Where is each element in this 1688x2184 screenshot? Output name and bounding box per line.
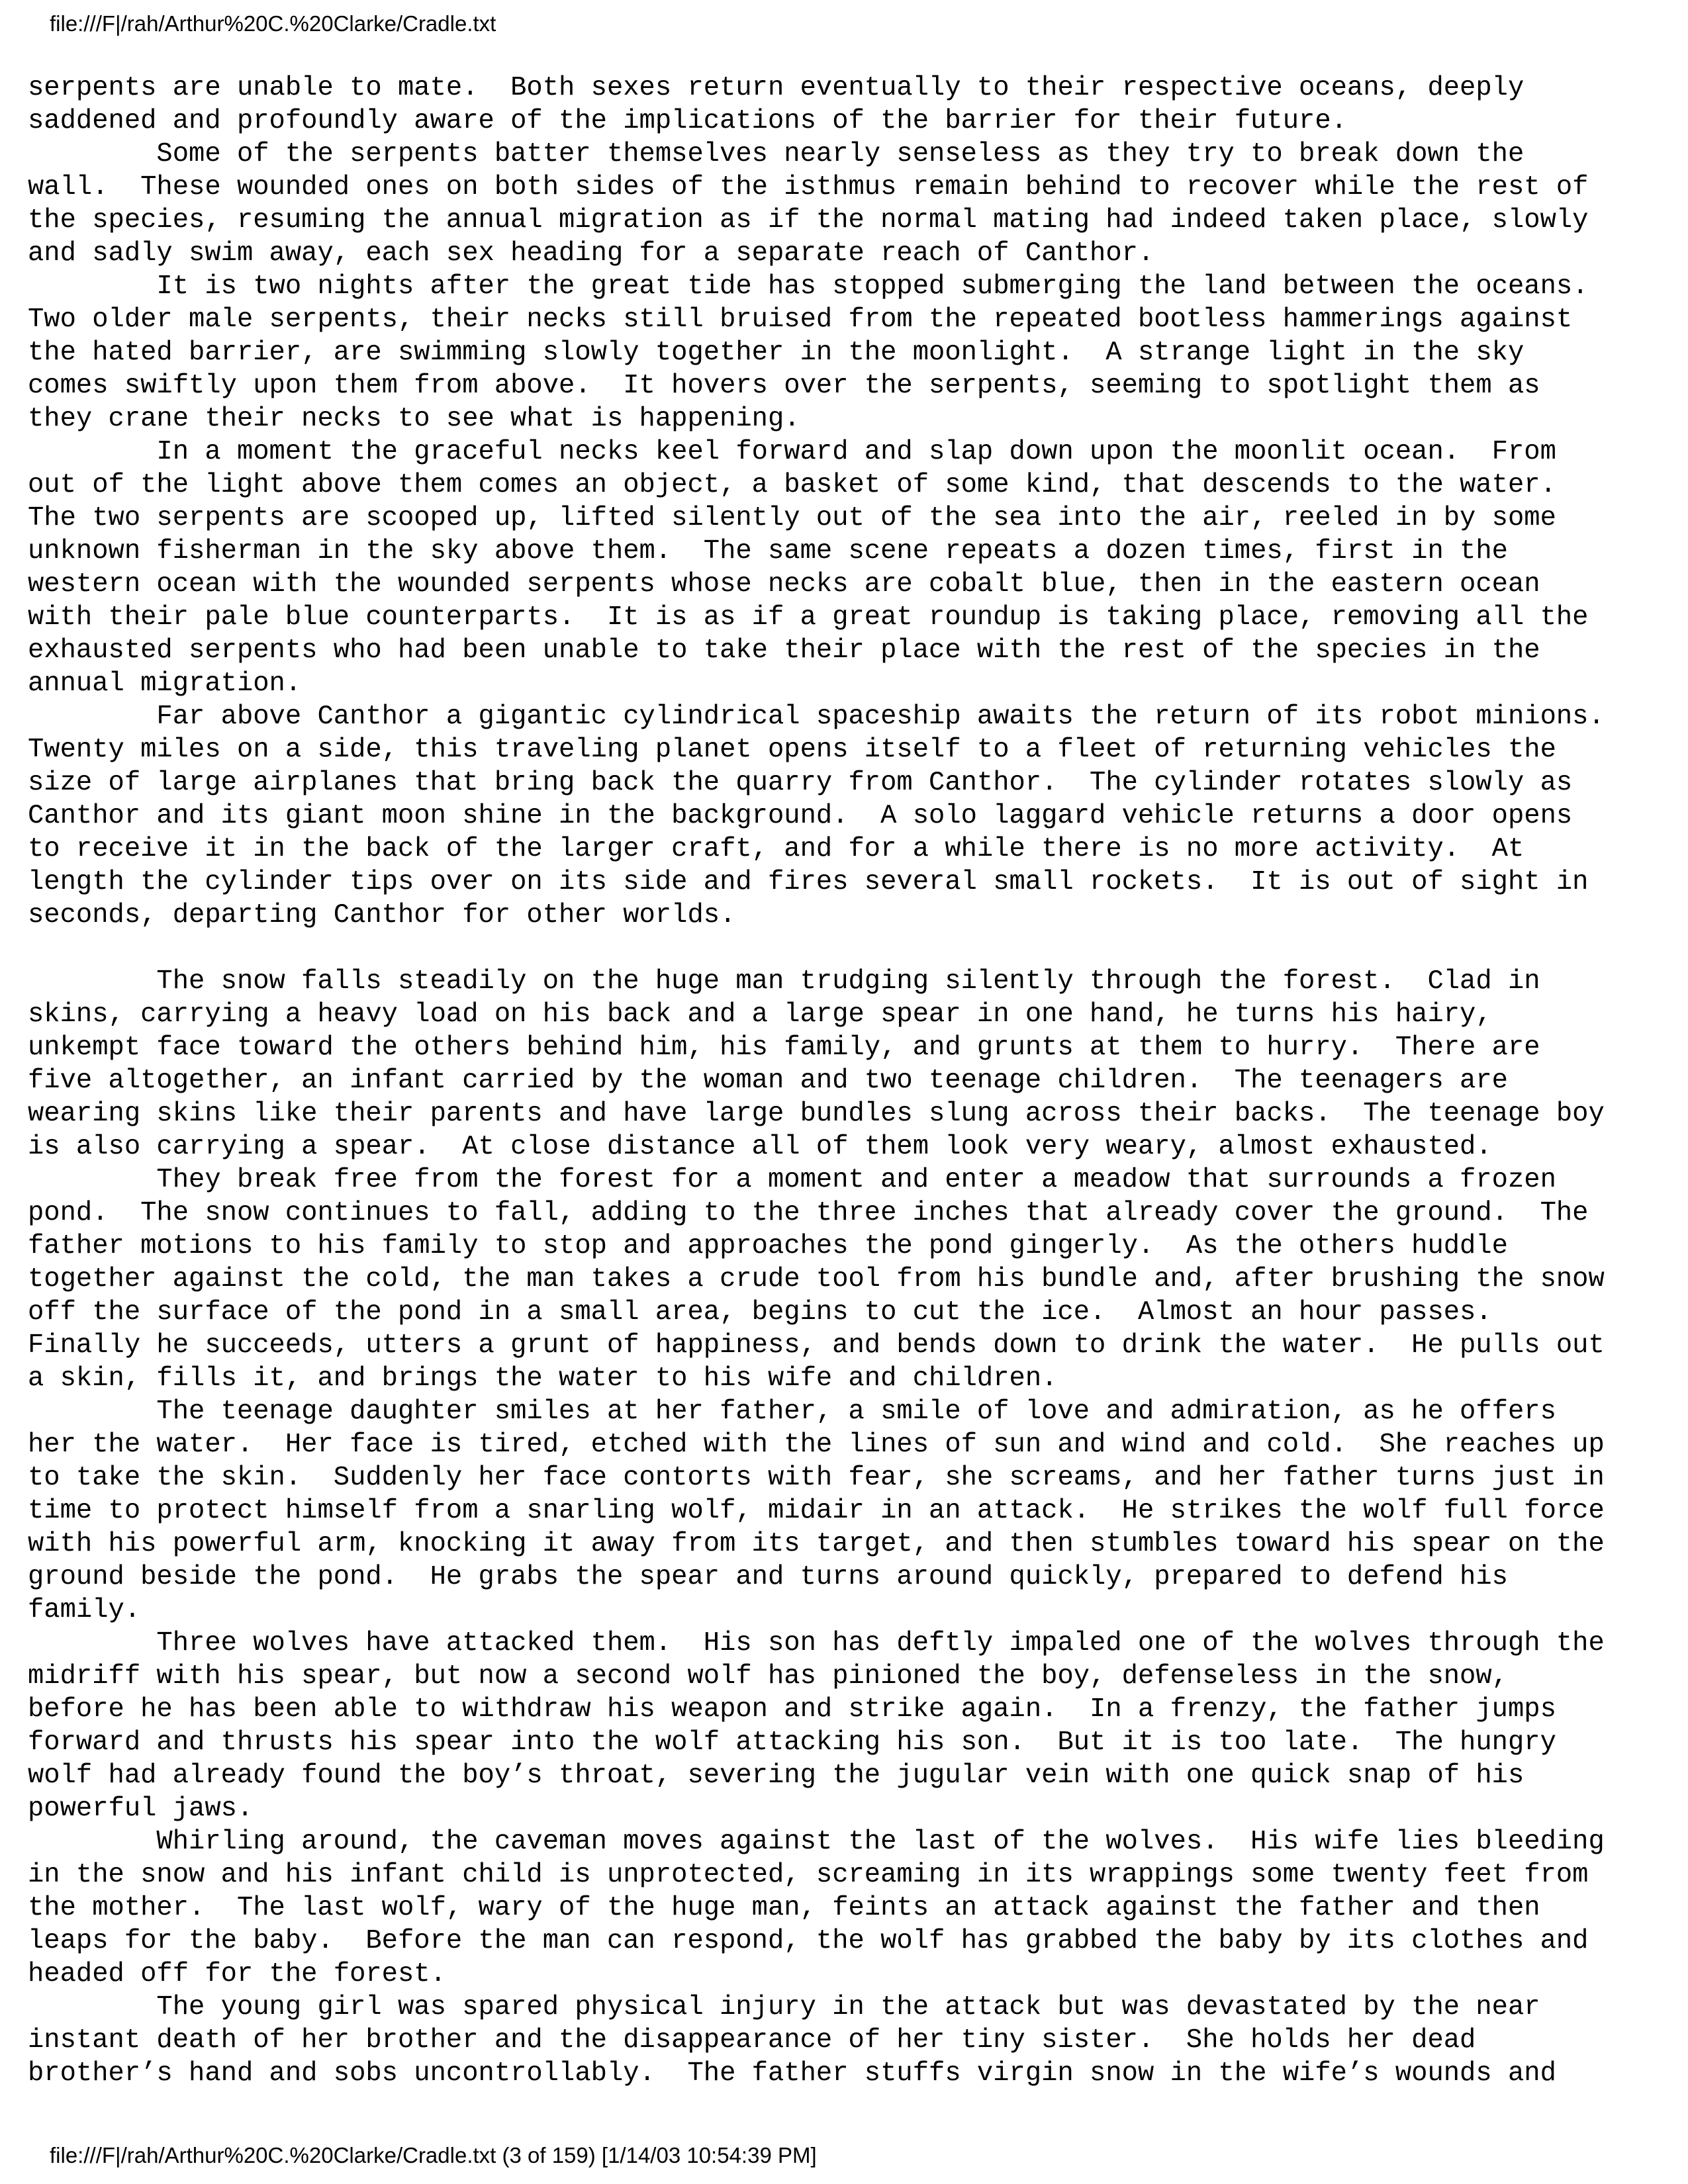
text-line: size of large airplanes that bring back the quarry from Canthor. The cylinder rotates slowly as (28, 768, 1573, 798)
text-line: brother’s hand and sobs uncontrollably. The father stuffs virgin snow in the wife’s wounds and (28, 2058, 1556, 2089)
page-footer: file:///F|/rah/Arthur%20C.%20Clarke/Cradle.txt (3 of 159) [1/14/03 10:54:39 PM] (50, 2143, 817, 2167)
text-line: Far above Canthor a gigantic cylindrical spaceship awaits the return of its robot minions. (28, 702, 1605, 732)
text-line: unknown fisherman in the sky above them. The same scene repeats a dozen times, first in the (28, 536, 1508, 567)
document-body (28, 71, 1676, 2090)
text-line: five altogether, an infant carried by the woman and two teenage children. The teenagers are (28, 1066, 1508, 1096)
text-line: pond. The snow continues to fall, adding to the three inches that already cover the ground. The (28, 1198, 1589, 1228)
text-line: is also carrying a spear. At close distance all of them look very weary, almost exhausted. (28, 1132, 1492, 1162)
text-line: off the surface of the pond in a small area, begins to cut the ice. Almost an hour passes. (28, 1297, 1492, 1328)
text-line: They break free from the forest for a moment and enter a meadow that surrounds a frozen (28, 1165, 1556, 1195)
text-line: annual migration. (28, 668, 302, 699)
text-line: unkempt face toward the others behind him, his family, and grunts at them to hurry. There are (28, 1032, 1540, 1063)
text-line: midriff with his spear, but now a second wolf has pinioned the boy, defenseless in the snow, (28, 1661, 1508, 1692)
text-line: In a moment the graceful necks keel forward and slap down upon the moonlit ocean. From (28, 437, 1556, 467)
text-line: her the water. Her face is tired, etched with the lines of sun and wind and cold. She reaches up (28, 1430, 1605, 1460)
text-line: Whirling around, the caveman moves against the last of the wolves. His wife lies bleeding (28, 1827, 1605, 1857)
text-line: headed off for the forest. (28, 1959, 446, 1989)
text-line: wearing skins like their parents and have large bundles slung across their backs. The teenage boy (28, 1099, 1605, 1129)
text-line (28, 932, 1676, 965)
text-line: western ocean with the wounded serpents whose necks are cobalt blue, then in the eastern ocean (28, 569, 1540, 600)
text-line: The young girl was spared physical injury in the attack but was devastated by the near (28, 1992, 1540, 2023)
text-line: comes swiftly upon them from above. It hovers over the serpents, seeming to spotlight them as (28, 371, 1540, 401)
text-line: forward and thrusts his spear into the wolf attacking his son. But it is too late. The hungry (28, 1727, 1556, 1758)
text-line: leaps for the baby. Before the man can respond, the wolf has grabbed the baby by its clothes and (28, 1926, 1589, 1956)
text-line: seconds, departing Canthor for other worlds. (28, 900, 736, 931)
text-line: saddened and profoundly aware of the implications of the barrier for their future. (28, 106, 1347, 136)
text-line: serpents are unable to mate. Both sexes return eventually to their respective oceans, deeply (28, 73, 1524, 103)
text-line: wall. These wounded ones on both sides of the isthmus remain behind to recover while the rest of (28, 172, 1589, 203)
text-line: length the cylinder tips over on its side and fires several small rockets. It is out of sight in (28, 867, 1589, 897)
text-line: and sadly swim away, each sex heading for a separate reach of Canthor. (28, 238, 1154, 269)
text-line: before he has been able to withdraw his weapon and strike again. In a frenzy, the father jumps (28, 1694, 1556, 1725)
text-line: skins, carrying a heavy load on his back and a large spear in one hand, he turns his hairy, (28, 999, 1492, 1030)
text-line: Some of the serpents batter themselves nearly senseless as they try to break down the (28, 139, 1524, 169)
text-line: ground beside the pond. He grabs the spear and turns around quickly, prepared to defend his (28, 1562, 1508, 1592)
text-line: father motions to his family to stop and approaches the pond gingerly. As the others huddle (28, 1231, 1508, 1261)
text-line: together against the cold, the man takes a crude tool from his bundle and, after brushing the snow (28, 1264, 1605, 1295)
text-line: The snow falls steadily on the huge man trudging silently through the forest. Clad in (28, 966, 1540, 997)
text-line: Two older male serpents, their necks still bruised from the repeated bootless hammerings against (28, 304, 1573, 335)
text-line: Three wolves have attacked them. His son has deftly impaled one of the wolves through the (28, 1628, 1605, 1659)
text-line: The teenage daughter smiles at her father, a smile of love and admiration, as he offers (28, 1396, 1556, 1427)
text-line: the species, resuming the annual migration as if the normal mating had indeed taken place, slowly (28, 205, 1589, 236)
text-line: to take the skin. Suddenly her face contorts with fear, she screams, and her father turns just in (28, 1463, 1605, 1493)
text-line: a skin, fills it, and brings the water to his wife and children. (28, 1363, 1058, 1394)
file-path-header: file:///F|/rah/Arthur%20C.%20Clarke/Cradle.txt (50, 11, 496, 36)
text-line: The two serpents are scooped up, lifted silently out of the sea into the air, reeled in by some (28, 503, 1556, 533)
text-line: the hated barrier, are swimming slowly together in the moonlight. A strange light in the sky (28, 338, 1524, 368)
text-line: It is two nights after the great tide has stopped submerging the land between the oceans. (28, 271, 1589, 302)
text-line: the mother. The last wolf, wary of the huge man, feints an attack against the father and then (28, 1893, 1540, 1923)
text-line: powerful jaws. (28, 1794, 254, 1824)
text-line: in the snow and his infant child is unprotected, screaming in its wrappings some twenty feet from (28, 1860, 1589, 1890)
text-line: family. (28, 1595, 141, 1625)
text-line: wolf had already found the boy’s throat, severing the jugular vein with one quick snap of his (28, 1760, 1524, 1791)
text-line: exhausted serpents who had been unable to take their place with the rest of the species in the (28, 635, 1540, 666)
text-line: out of the light above them comes an object, a basket of some kind, that descends to the water. (28, 470, 1556, 500)
text-line: with their pale blue counterparts. It is as if a great roundup is taking place, removing all the (28, 602, 1589, 633)
text-line: time to protect himself from a snarling wolf, midair in an attack. He strikes the wolf full force (28, 1496, 1605, 1526)
text-line: Finally he succeeds, utters a grunt of happiness, and bends down to drink the water. He pulls out (28, 1330, 1605, 1361)
text-line: to receive it in the back of the larger craft, and for a while there is no more activity. At (28, 834, 1524, 864)
text-line: with his powerful arm, knocking it away from its target, and then stumbles toward his spear on the (28, 1529, 1605, 1559)
text-line: Canthor and its giant moon shine in the background. A solo laggard vehicle returns a door opens (28, 801, 1573, 831)
text-line: they crane their necks to see what is happening. (28, 404, 800, 434)
text-line: instant death of her brother and the disappearance of her tiny sister. She holds her dead (28, 2025, 1476, 2056)
text-line: Twenty miles on a side, this traveling planet opens itself to a fleet of returning vehicles the (28, 735, 1556, 765)
